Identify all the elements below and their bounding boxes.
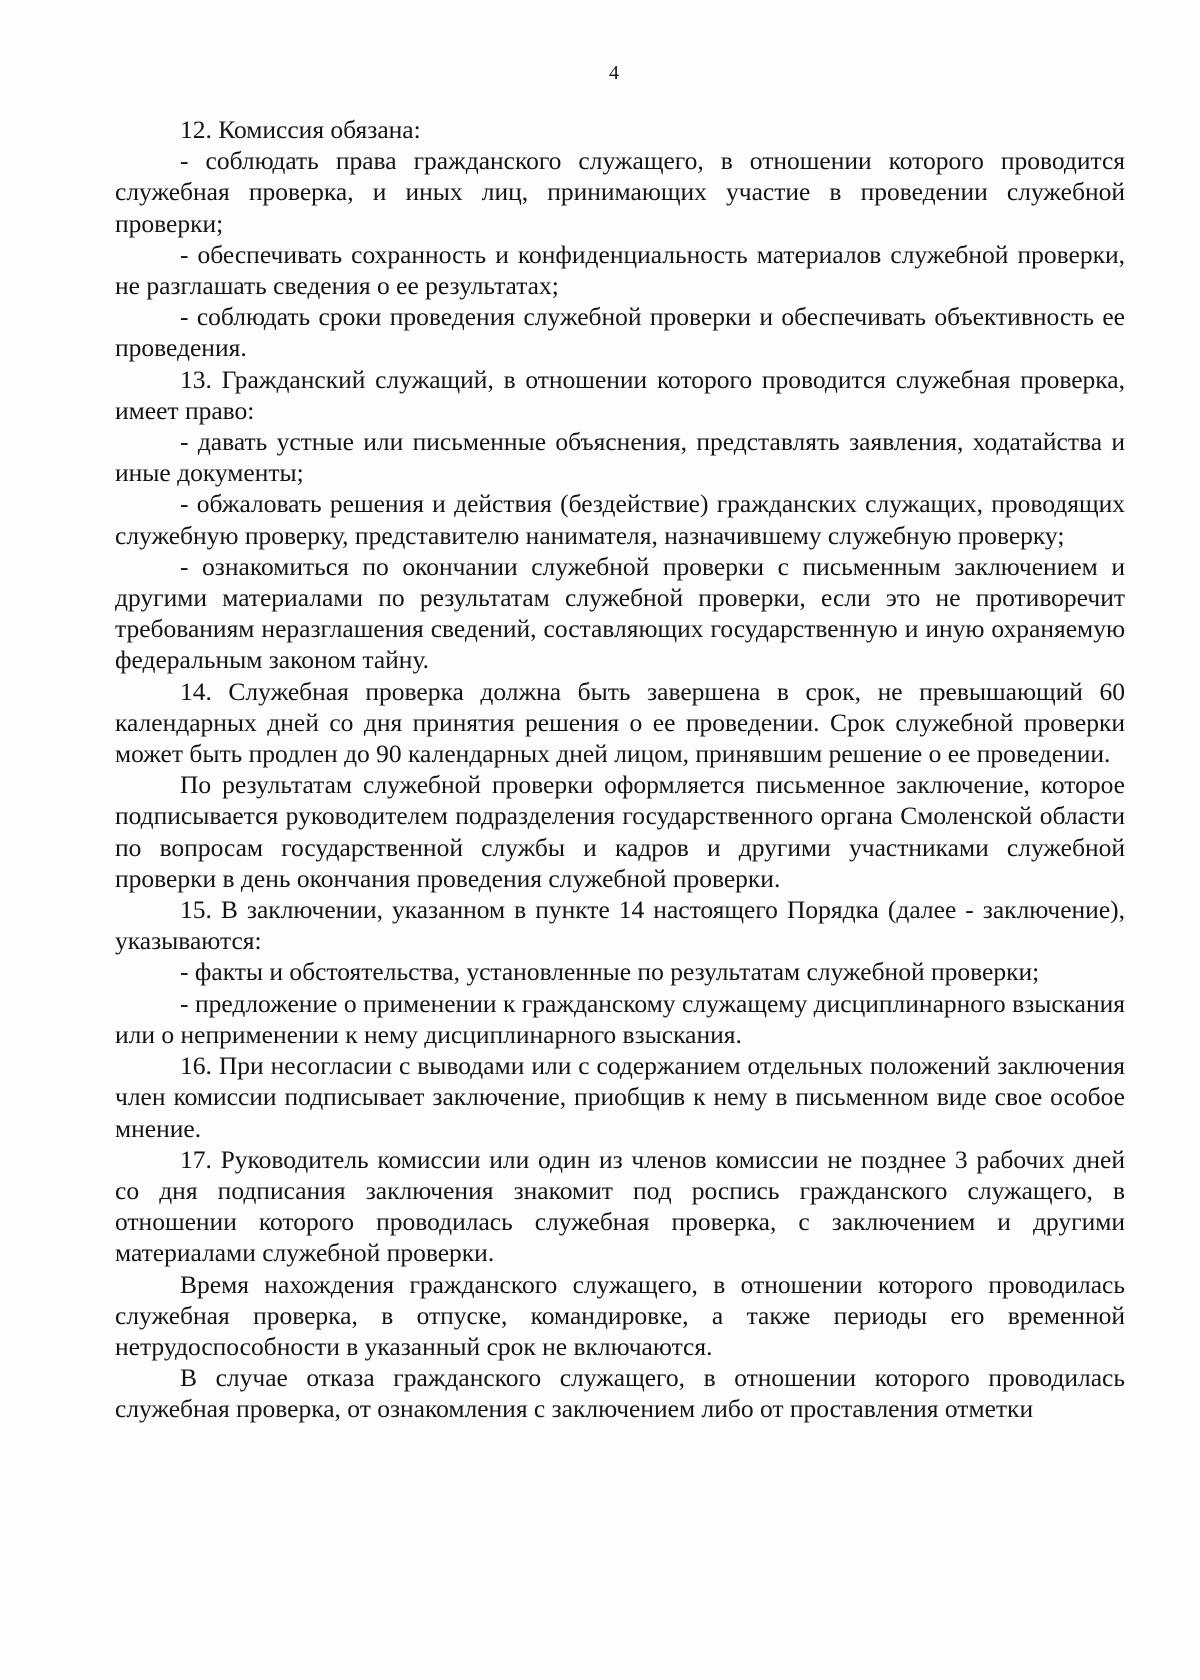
paragraph-13-item-3: - ознакомиться по окончании служебной проверки с письменным заключением и другими материалами по результатам служебной проверки, если это не противоречит требованиям неразглашения сведений, составляющих государственную и иную охраняемую федеральным законом тайну. xyxy=(115,551,1125,675)
paragraph-15-item-1: - факты и обстоятельства, установленные по результатам служебной проверки; xyxy=(180,957,1040,987)
paragraph-12-heading: 12. Комиссия обязана: xyxy=(180,115,421,144)
paragraph-13-item-2: - обжаловать решения и действия (бездействие) гражданских служащих, проводящих служебную проверку, представителю нанимателя, назначившему служебную проверку; xyxy=(115,489,1125,550)
paragraph-12-item-1: - соблюдать права гражданского служащего, в отношении которого проводится служебная проверка, и иных лиц, принимающих участие в проведении служебной проверки; xyxy=(115,146,1125,238)
paragraph-12-item-2: - обеспечивать сохранность и конфиденциальность материалов служебной проверки, не разглашать сведения о ее результатах; xyxy=(115,239,1125,301)
paragraph-16: 16. При несогласии с выводами или с содержанием отдельных положений заключения член комиссии подписывает заключение, приобщив к нему в письменном виде свое особое мнение. xyxy=(115,1051,1125,1143)
paragraph-14: 14. Служебная проверка должна быть завершена в срок, не превышающий 60 календарных дней со дня принятия решения о ее проведении. Срок служебной проверки может быть продлен до 90 календарных дней лицом, принявшим решение о ее проведении. xyxy=(115,676,1125,769)
paragraph-17: 17. Руководитель комиссии или один из членов комиссии не позднее 3 рабочих дней со дня подписания заключения знакомит под роспись гражданского служащего, в отношении которого проводилась служебная проверка, с заключением и другими материалами служебной проверки. xyxy=(115,1144,1125,1268)
paragraph-13-item-1: - давать устные или письменные объяснения, представлять заявления, ходатайства и иные документы; xyxy=(115,427,1125,488)
paragraph-17-time: Время нахождения гражданского служащего, в отношении которого проводилась служебная проверка, в отпуске, командировке, а также периоды его временной нетрудоспособности в указанный срок не включаются. xyxy=(115,1269,1125,1361)
paragraph-14-conclusion: По результатам служебной проверки оформляется письменное заключение, которое подписывается руководителем подразделения государственного органа Смоленской области по вопросам государственной службы и кадров и другими участниками служебной проверки в день окончания проведения служебной проверки. xyxy=(115,770,1125,893)
paragraph-12-item-3: - соблюдать сроки проведения служебной проверки и обеспечивать объективность ее проведения. xyxy=(115,302,1125,363)
paragraph-15-item-2: - предложение о применении к гражданскому служащему дисциплинарного взыскания или о неприменении к нему дисциплинарного взыскания. xyxy=(115,988,1125,1049)
page-number: 4 xyxy=(609,62,619,84)
paragraph-17-refusal: В случае отказа гражданского служащего, в отношении которого проводилась служебная проверка, от ознакомления с заключением либо от проставления отметки xyxy=(115,1363,1125,1424)
paragraph-13-heading: 13. Гражданский служащий, в отношении которого проводится служебная проверка, имеет право: xyxy=(115,364,1125,425)
document-body xyxy=(115,114,1125,1425)
paragraph-15-heading: 15. В заключении, указанном в пункте 14 настоящего Порядка (далее - заключение), указываются: xyxy=(115,895,1125,956)
